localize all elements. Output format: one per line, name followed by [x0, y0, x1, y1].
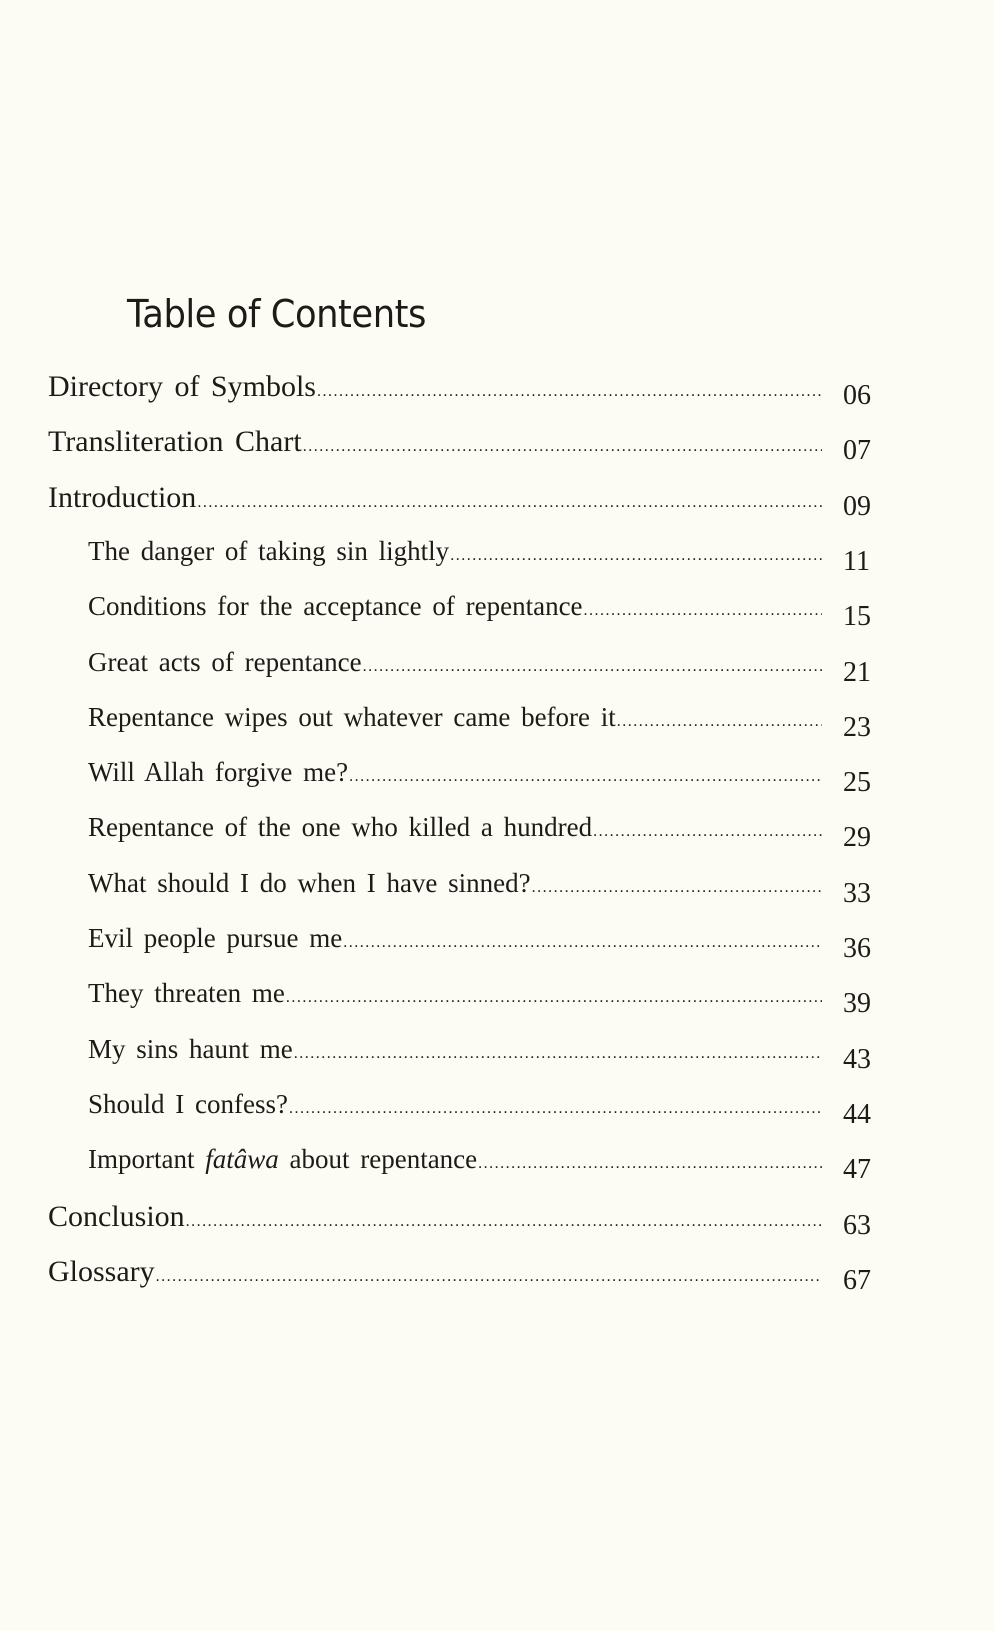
toc-entry[interactable] [88, 1034, 822, 1089]
toc-entry-title: Repentance wipes out whatever came before it [88, 701, 616, 732]
dot-leader [349, 768, 822, 786]
dot-leader [532, 879, 822, 897]
toc-page-number: 25 [843, 767, 871, 799]
toc-entry[interactable] [48, 1255, 822, 1310]
toc-entry-title: Repentance of the one who killed a hundred [88, 812, 593, 843]
toc-page-number: 21 [843, 656, 871, 688]
toc-entry-title: Evil people pursue me [88, 923, 343, 953]
toc-entry-title: Conclusion [48, 1199, 185, 1233]
toc-page-number: 29 [843, 822, 871, 854]
toc-entry[interactable] [88, 978, 822, 1033]
toc-entry[interactable] [88, 923, 822, 978]
toc-entry[interactable] [48, 1200, 822, 1255]
toc-entry[interactable] [88, 1144, 822, 1199]
dot-leader [289, 1100, 822, 1118]
toc-page-number: 06 [843, 380, 871, 411]
toc-page-number: 09 [843, 490, 871, 522]
toc-page-number: 39 [843, 988, 871, 1020]
toc-entry-title: Should I confess? [88, 1088, 288, 1119]
dot-leader [617, 713, 822, 731]
toc-entry-title: Directory of Symbols [48, 370, 316, 403]
toc-entry[interactable] [88, 1089, 822, 1144]
toc-entry[interactable] [88, 702, 822, 757]
toc-entry[interactable] [88, 757, 822, 812]
dot-leader [286, 989, 822, 1007]
dot-leader [478, 1155, 822, 1173]
dot-leader [294, 1045, 822, 1063]
dot-leader [156, 1268, 822, 1286]
toc-entry[interactable] [88, 536, 822, 591]
dot-leader [593, 823, 822, 841]
toc-entry-title: My sins haunt me [88, 1033, 293, 1064]
toc-entry-title: Will Allah forgive me? [88, 757, 349, 788]
page-title: Table of Contents [127, 292, 426, 336]
dot-leader [317, 383, 822, 401]
toc-entry-title: Glossary [48, 1254, 155, 1288]
toc-entry-title: Important fatâwa about repentance [88, 1144, 478, 1175]
toc-entry-title: What should I do when I have sinned? [88, 867, 531, 898]
toc-entry[interactable] [48, 481, 822, 536]
toc-entry[interactable] [48, 370, 822, 425]
toc-page-number: 63 [843, 1209, 871, 1241]
toc-page-number: 44 [843, 1098, 871, 1130]
toc-entry[interactable] [88, 591, 822, 646]
toc-entry-title: Great acts of repentance [88, 646, 362, 677]
toc-entry-title: Conditions for the acceptance of repentance [88, 591, 583, 622]
dot-leader [363, 658, 822, 676]
toc-entry-title: The danger of taking sin lightly [88, 535, 450, 566]
toc-entry[interactable] [88, 647, 822, 702]
toc-page-number: 47 [843, 1154, 871, 1186]
dot-leader [343, 934, 822, 952]
toc-entry-title: Introduction [48, 480, 197, 514]
toc-page-number: 11 [843, 545, 870, 577]
dot-leader [186, 1213, 822, 1231]
toc-page-number: 07 [843, 435, 871, 467]
dot-leader [584, 602, 822, 620]
toc-page-number: 15 [843, 601, 871, 633]
toc-entry-title: Transliteration Chart [48, 425, 302, 459]
dot-leader [303, 438, 822, 456]
toc-entry-title: They threaten me [88, 978, 285, 1009]
toc-entry[interactable] [48, 425, 822, 480]
toc-page-number: 23 [843, 711, 871, 743]
toc-page-number: 67 [843, 1264, 871, 1296]
italic-term: fatâwa [205, 1144, 279, 1175]
toc-page-number: 33 [843, 877, 871, 909]
dot-leader [450, 547, 822, 565]
toc-page-number: 36 [843, 933, 871, 964]
toc-entry[interactable] [88, 868, 822, 923]
dot-leader [197, 494, 822, 512]
toc-page-number: 43 [843, 1043, 871, 1075]
toc-entry[interactable] [88, 812, 822, 867]
